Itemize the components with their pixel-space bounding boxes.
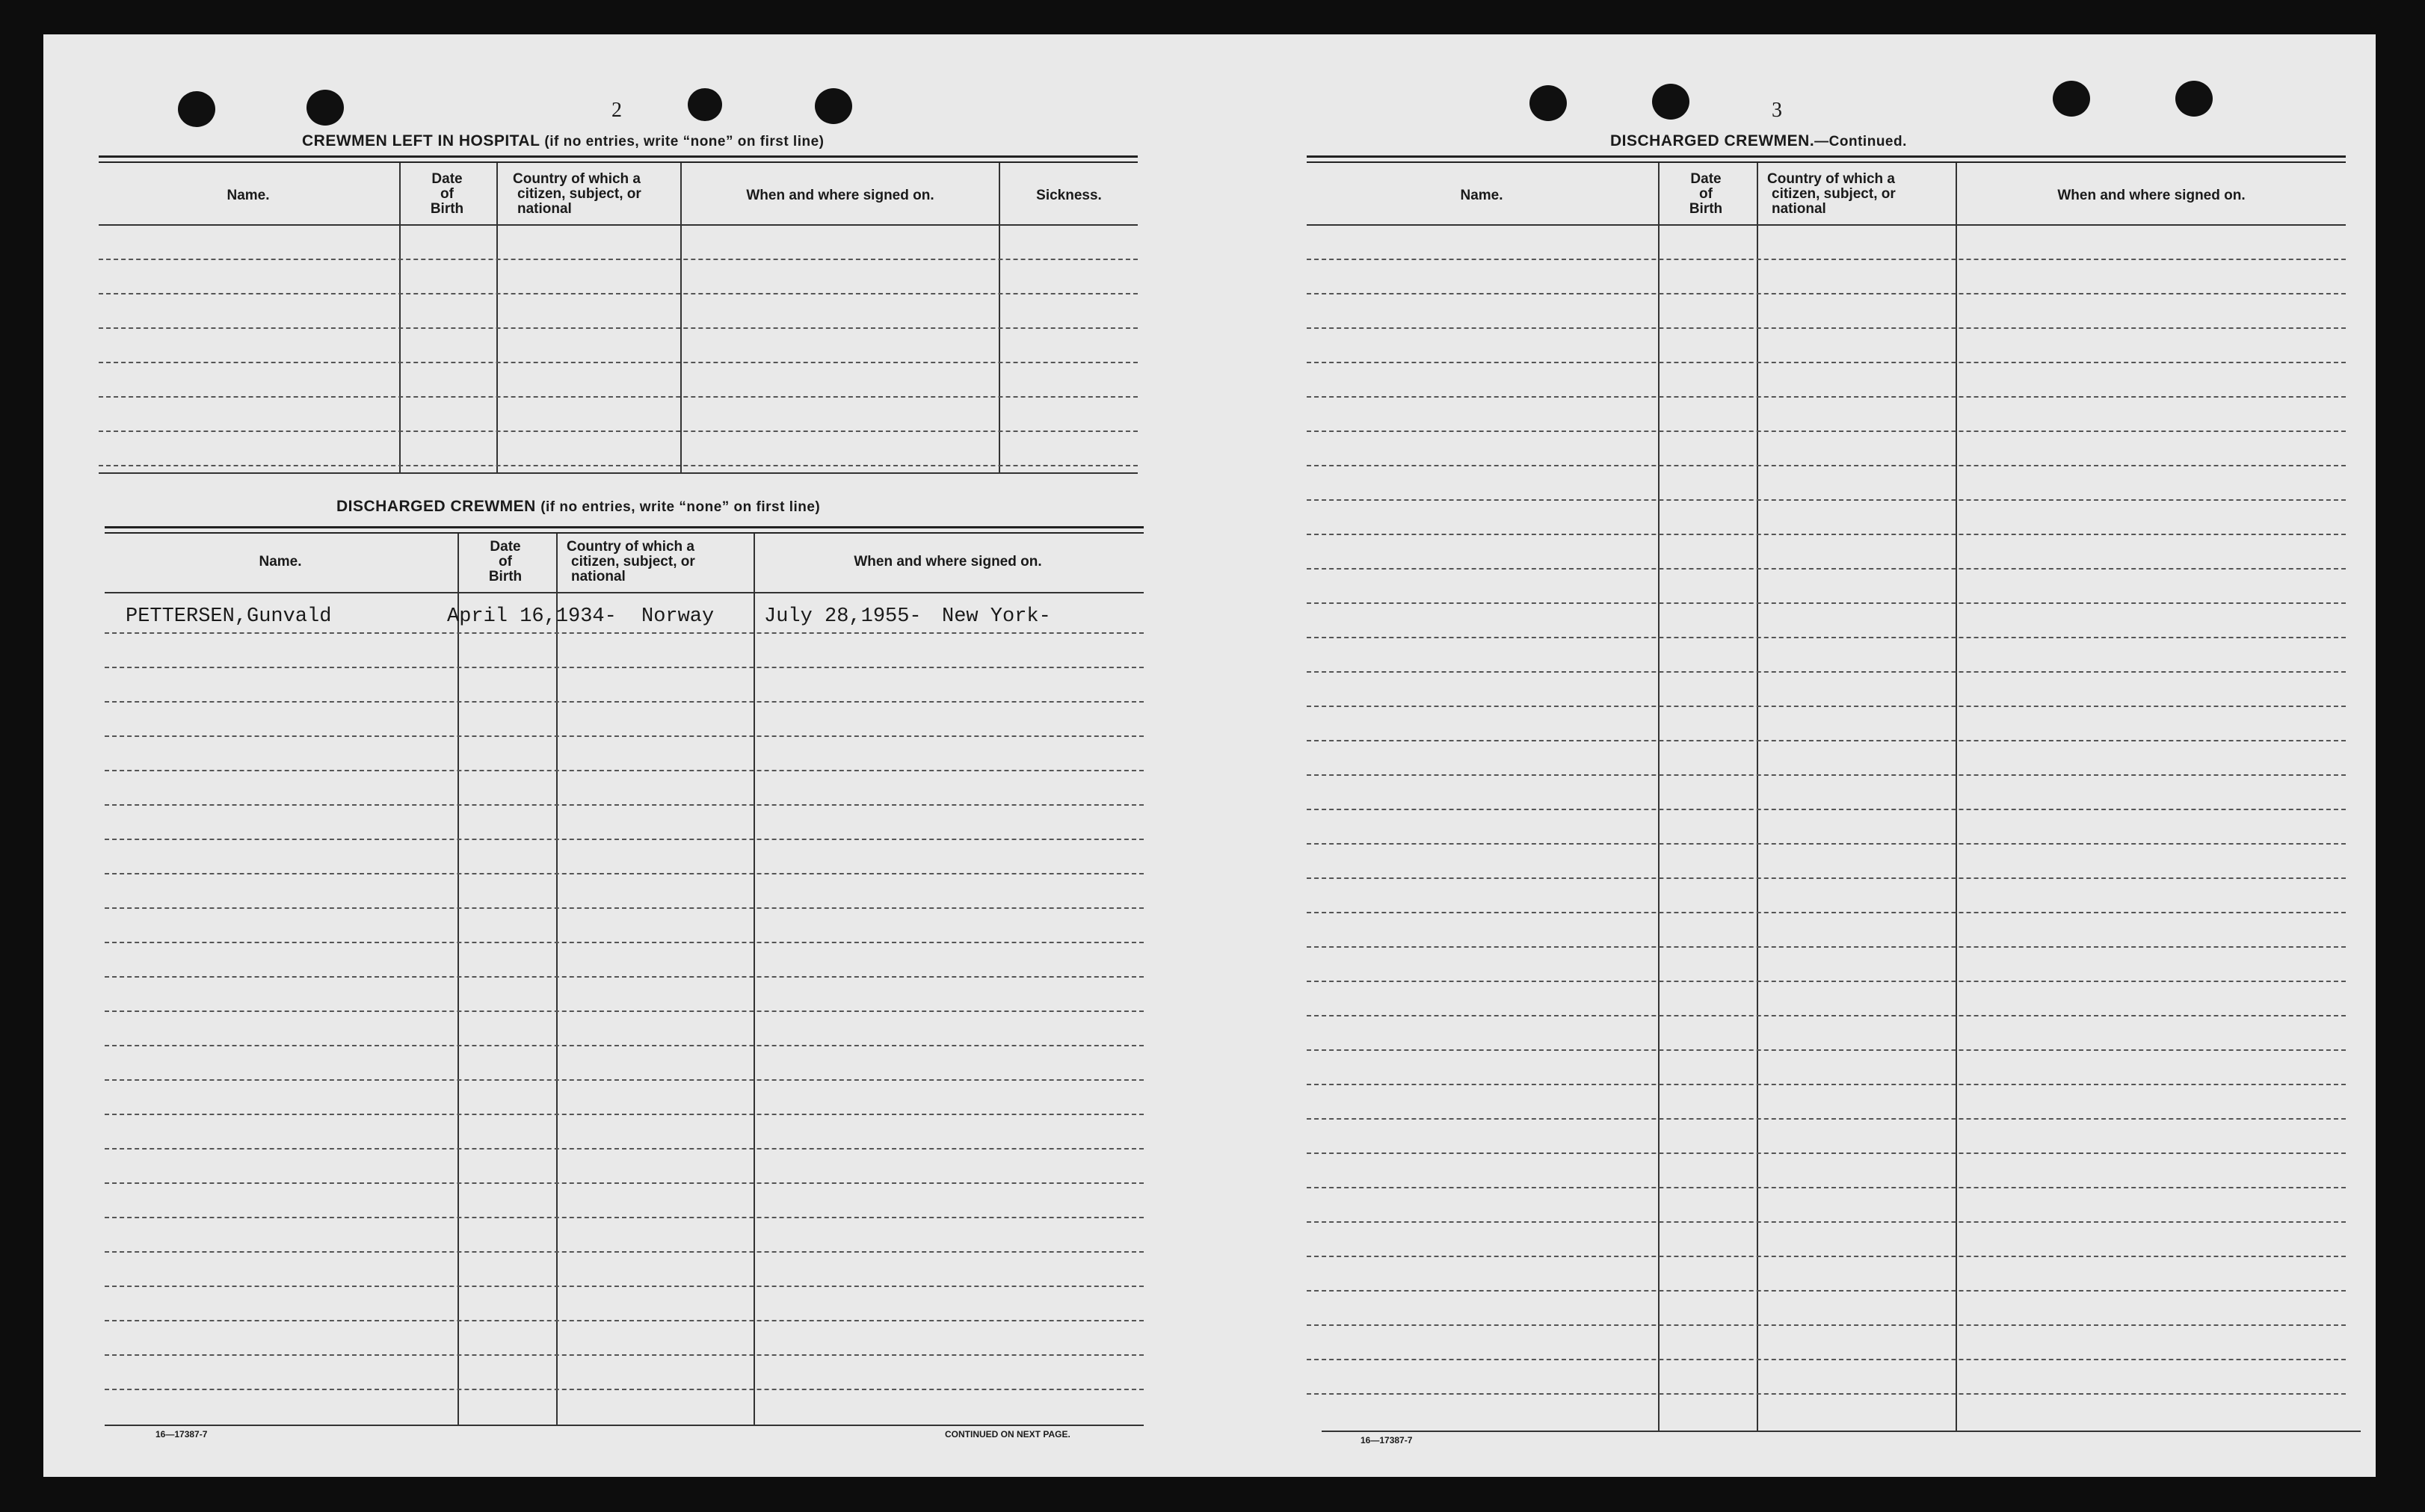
hospital-col-dob-2: of bbox=[440, 186, 454, 202]
hospital-entry-line bbox=[99, 259, 1138, 260]
right-col-signed-on: When and where signed on. bbox=[2057, 188, 2246, 203]
right-vline-2 bbox=[1757, 163, 1758, 1431]
hospital-col-country-3: national bbox=[517, 201, 572, 217]
entry-line bbox=[1307, 637, 2346, 638]
right-col-name: Name. bbox=[1460, 188, 1503, 203]
hospital-col-name: Name. bbox=[227, 188, 270, 203]
entry-line bbox=[105, 1354, 1144, 1356]
discharged-row-signed-place: New York- bbox=[942, 605, 1051, 628]
entry-line bbox=[1307, 809, 2346, 810]
page-number: 3 bbox=[1772, 99, 1782, 122]
form-number: 16—17387-7 bbox=[1361, 1435, 1413, 1445]
hospital-entry-line bbox=[99, 362, 1138, 363]
hospital-top-rule-2 bbox=[99, 161, 1138, 163]
hospital-col-dob-1: Date bbox=[431, 171, 463, 187]
hospital-header-rule bbox=[99, 224, 1138, 226]
discharged-col-dob-2: of bbox=[499, 554, 512, 570]
entry-line bbox=[1307, 1256, 2346, 1257]
hospital-vline-4 bbox=[999, 163, 1000, 472]
hospital-entry-line bbox=[99, 431, 1138, 432]
punch-hole-icon bbox=[1529, 85, 1567, 121]
right-top-rule bbox=[1307, 155, 2346, 158]
hospital-col-dob bbox=[401, 172, 493, 217]
hospital-col-dob-3: Birth bbox=[430, 201, 464, 217]
discharged-col-country-2: citizen, subject, or bbox=[571, 554, 695, 570]
entry-line bbox=[1307, 877, 2346, 879]
entry-line bbox=[1307, 912, 2346, 913]
entry-line bbox=[105, 804, 1144, 806]
discharged-col-dob bbox=[459, 540, 552, 584]
entry-line bbox=[1307, 981, 2346, 982]
hospital-bottom-rule bbox=[99, 472, 1138, 474]
discharged-top-rule bbox=[105, 526, 1144, 528]
entry-line bbox=[1307, 1015, 2346, 1016]
right-vline-1 bbox=[1658, 163, 1660, 1431]
right-page bbox=[1210, 34, 2376, 1477]
entry-line bbox=[1307, 362, 2346, 363]
entry-line bbox=[105, 942, 1144, 943]
entry-line bbox=[105, 1114, 1144, 1115]
form-number: 16—17387-7 bbox=[155, 1429, 208, 1440]
entry-line bbox=[1307, 1324, 2346, 1326]
discharged-row-country: Norway bbox=[641, 605, 715, 628]
hospital-entry-line bbox=[99, 327, 1138, 329]
hospital-vline-2 bbox=[496, 163, 498, 472]
entry-line bbox=[105, 701, 1144, 703]
entry-line bbox=[105, 907, 1144, 909]
hospital-col-signed-on: When and where signed on. bbox=[746, 188, 934, 203]
right-top-rule-2 bbox=[1307, 161, 2346, 163]
hospital-top-rule bbox=[99, 155, 1138, 158]
page-number: 2 bbox=[611, 99, 622, 122]
entry-line bbox=[1307, 1084, 2346, 1085]
right-col-dob-2: of bbox=[1699, 186, 1713, 202]
entry-line bbox=[1307, 843, 2346, 845]
right-header-rule bbox=[1307, 224, 2346, 226]
entry-line bbox=[1307, 1049, 2346, 1051]
discharged-instruction: (if no entries, write “none” on first line) bbox=[540, 499, 821, 515]
entry-line bbox=[105, 839, 1144, 840]
entry-line bbox=[105, 1286, 1144, 1287]
entry-line bbox=[1307, 465, 2346, 466]
discharged-top-rule-2 bbox=[105, 532, 1144, 534]
entry-line bbox=[105, 1148, 1144, 1150]
entry-line bbox=[105, 667, 1144, 668]
punch-hole-icon bbox=[178, 91, 215, 127]
punch-hole-icon bbox=[815, 88, 852, 124]
hospital-col-country-1: Country of which a bbox=[513, 171, 641, 187]
entry-line bbox=[105, 1251, 1144, 1253]
entry-line bbox=[1307, 1393, 2346, 1395]
entry-line bbox=[105, 1182, 1144, 1184]
entry-line bbox=[1307, 740, 2346, 741]
punch-hole-icon bbox=[1652, 84, 1689, 120]
punch-hole-icon bbox=[2175, 81, 2213, 117]
right-title-text: DISCHARGED CREWMEN. bbox=[1610, 132, 1815, 149]
continued-note: CONTINUED ON NEXT PAGE. bbox=[945, 1429, 1070, 1440]
right-col-dob-1: Date bbox=[1690, 171, 1722, 187]
hospital-col-sickness: Sickness. bbox=[1036, 188, 1102, 203]
entry-line bbox=[105, 1010, 1144, 1012]
discharged-row-name: PETTERSEN,Gunvald bbox=[126, 605, 332, 628]
hospital-entry-line bbox=[99, 396, 1138, 398]
entry-line bbox=[105, 735, 1144, 737]
right-col-country bbox=[1760, 172, 1954, 217]
entry-line bbox=[105, 1079, 1144, 1081]
entry-line bbox=[1307, 1290, 2346, 1292]
entry-line bbox=[105, 632, 1144, 634]
right-col-dob bbox=[1660, 172, 1752, 217]
discharged-col-name: Name. bbox=[259, 554, 302, 570]
discharged-row-dob: April 16,1934- bbox=[447, 605, 617, 628]
punch-hole-icon bbox=[2053, 81, 2090, 117]
right-vline-3 bbox=[1956, 163, 1957, 1431]
hospital-section-title bbox=[302, 132, 824, 150]
right-bottom-rule bbox=[1322, 1431, 2361, 1432]
entry-line bbox=[105, 873, 1144, 874]
hospital-vline-3 bbox=[680, 163, 682, 472]
entry-line bbox=[1307, 602, 2346, 604]
discharged-col-country-1: Country of which a bbox=[567, 539, 694, 555]
entry-line bbox=[1307, 499, 2346, 501]
right-section-title bbox=[1610, 132, 1907, 150]
entry-line bbox=[1307, 396, 2346, 398]
entry-line bbox=[1307, 431, 2346, 432]
entry-line bbox=[1307, 671, 2346, 673]
entry-line bbox=[1307, 1118, 2346, 1120]
punch-hole-icon bbox=[688, 88, 722, 121]
right-col-country-2: citizen, subject, or bbox=[1772, 186, 1896, 202]
entry-line bbox=[1307, 1221, 2346, 1223]
entry-line bbox=[1307, 568, 2346, 570]
discharged-col-signed-on: When and where signed on. bbox=[854, 554, 1042, 570]
entry-line bbox=[1307, 774, 2346, 776]
form-sheet bbox=[43, 34, 2376, 1477]
entry-line bbox=[105, 1389, 1144, 1390]
entry-line bbox=[105, 1045, 1144, 1046]
discharged-title-text: DISCHARGED CREWMEN bbox=[336, 498, 536, 515]
right-col-country-1: Country of which a bbox=[1767, 171, 1895, 187]
discharged-bottom-rule bbox=[105, 1425, 1144, 1426]
discharged-col-country-3: national bbox=[571, 569, 626, 584]
discharged-row-signed-date: July 28,1955- bbox=[764, 605, 922, 628]
discharged-section-title-line bbox=[336, 498, 820, 516]
entry-line bbox=[1307, 293, 2346, 294]
discharged-header-rule bbox=[105, 592, 1144, 593]
punch-hole-icon bbox=[306, 90, 344, 126]
right-col-country-3: national bbox=[1772, 201, 1826, 217]
entry-line bbox=[1307, 534, 2346, 535]
left-page bbox=[43, 34, 1210, 1477]
entry-line bbox=[105, 1217, 1144, 1218]
entry-line bbox=[1307, 259, 2346, 260]
entry-line bbox=[1307, 706, 2346, 707]
entry-line bbox=[1307, 946, 2346, 948]
entry-line bbox=[1307, 327, 2346, 329]
hospital-vline-1 bbox=[399, 163, 401, 472]
entry-line bbox=[105, 1320, 1144, 1321]
entry-line bbox=[1307, 1152, 2346, 1154]
entry-line bbox=[1307, 1359, 2346, 1360]
hospital-entry-line bbox=[99, 465, 1138, 466]
right-title-suffix: —Continued. bbox=[1814, 134, 1907, 149]
hospital-title-text: CREWMEN LEFT IN HOSPITAL bbox=[302, 132, 540, 149]
hospital-entry-line bbox=[99, 293, 1138, 294]
right-col-dob-3: Birth bbox=[1689, 201, 1723, 217]
discharged-col-dob-1: Date bbox=[490, 539, 521, 555]
hospital-col-country bbox=[505, 172, 689, 217]
entry-line bbox=[105, 770, 1144, 771]
discharged-col-country bbox=[559, 540, 746, 584]
hospital-col-country-2: citizen, subject, or bbox=[517, 186, 641, 202]
discharged-col-dob-3: Birth bbox=[488, 569, 523, 584]
entry-line bbox=[1307, 1187, 2346, 1188]
entry-line bbox=[105, 976, 1144, 978]
hospital-instruction: (if no entries, write “none” on first line) bbox=[544, 134, 825, 149]
